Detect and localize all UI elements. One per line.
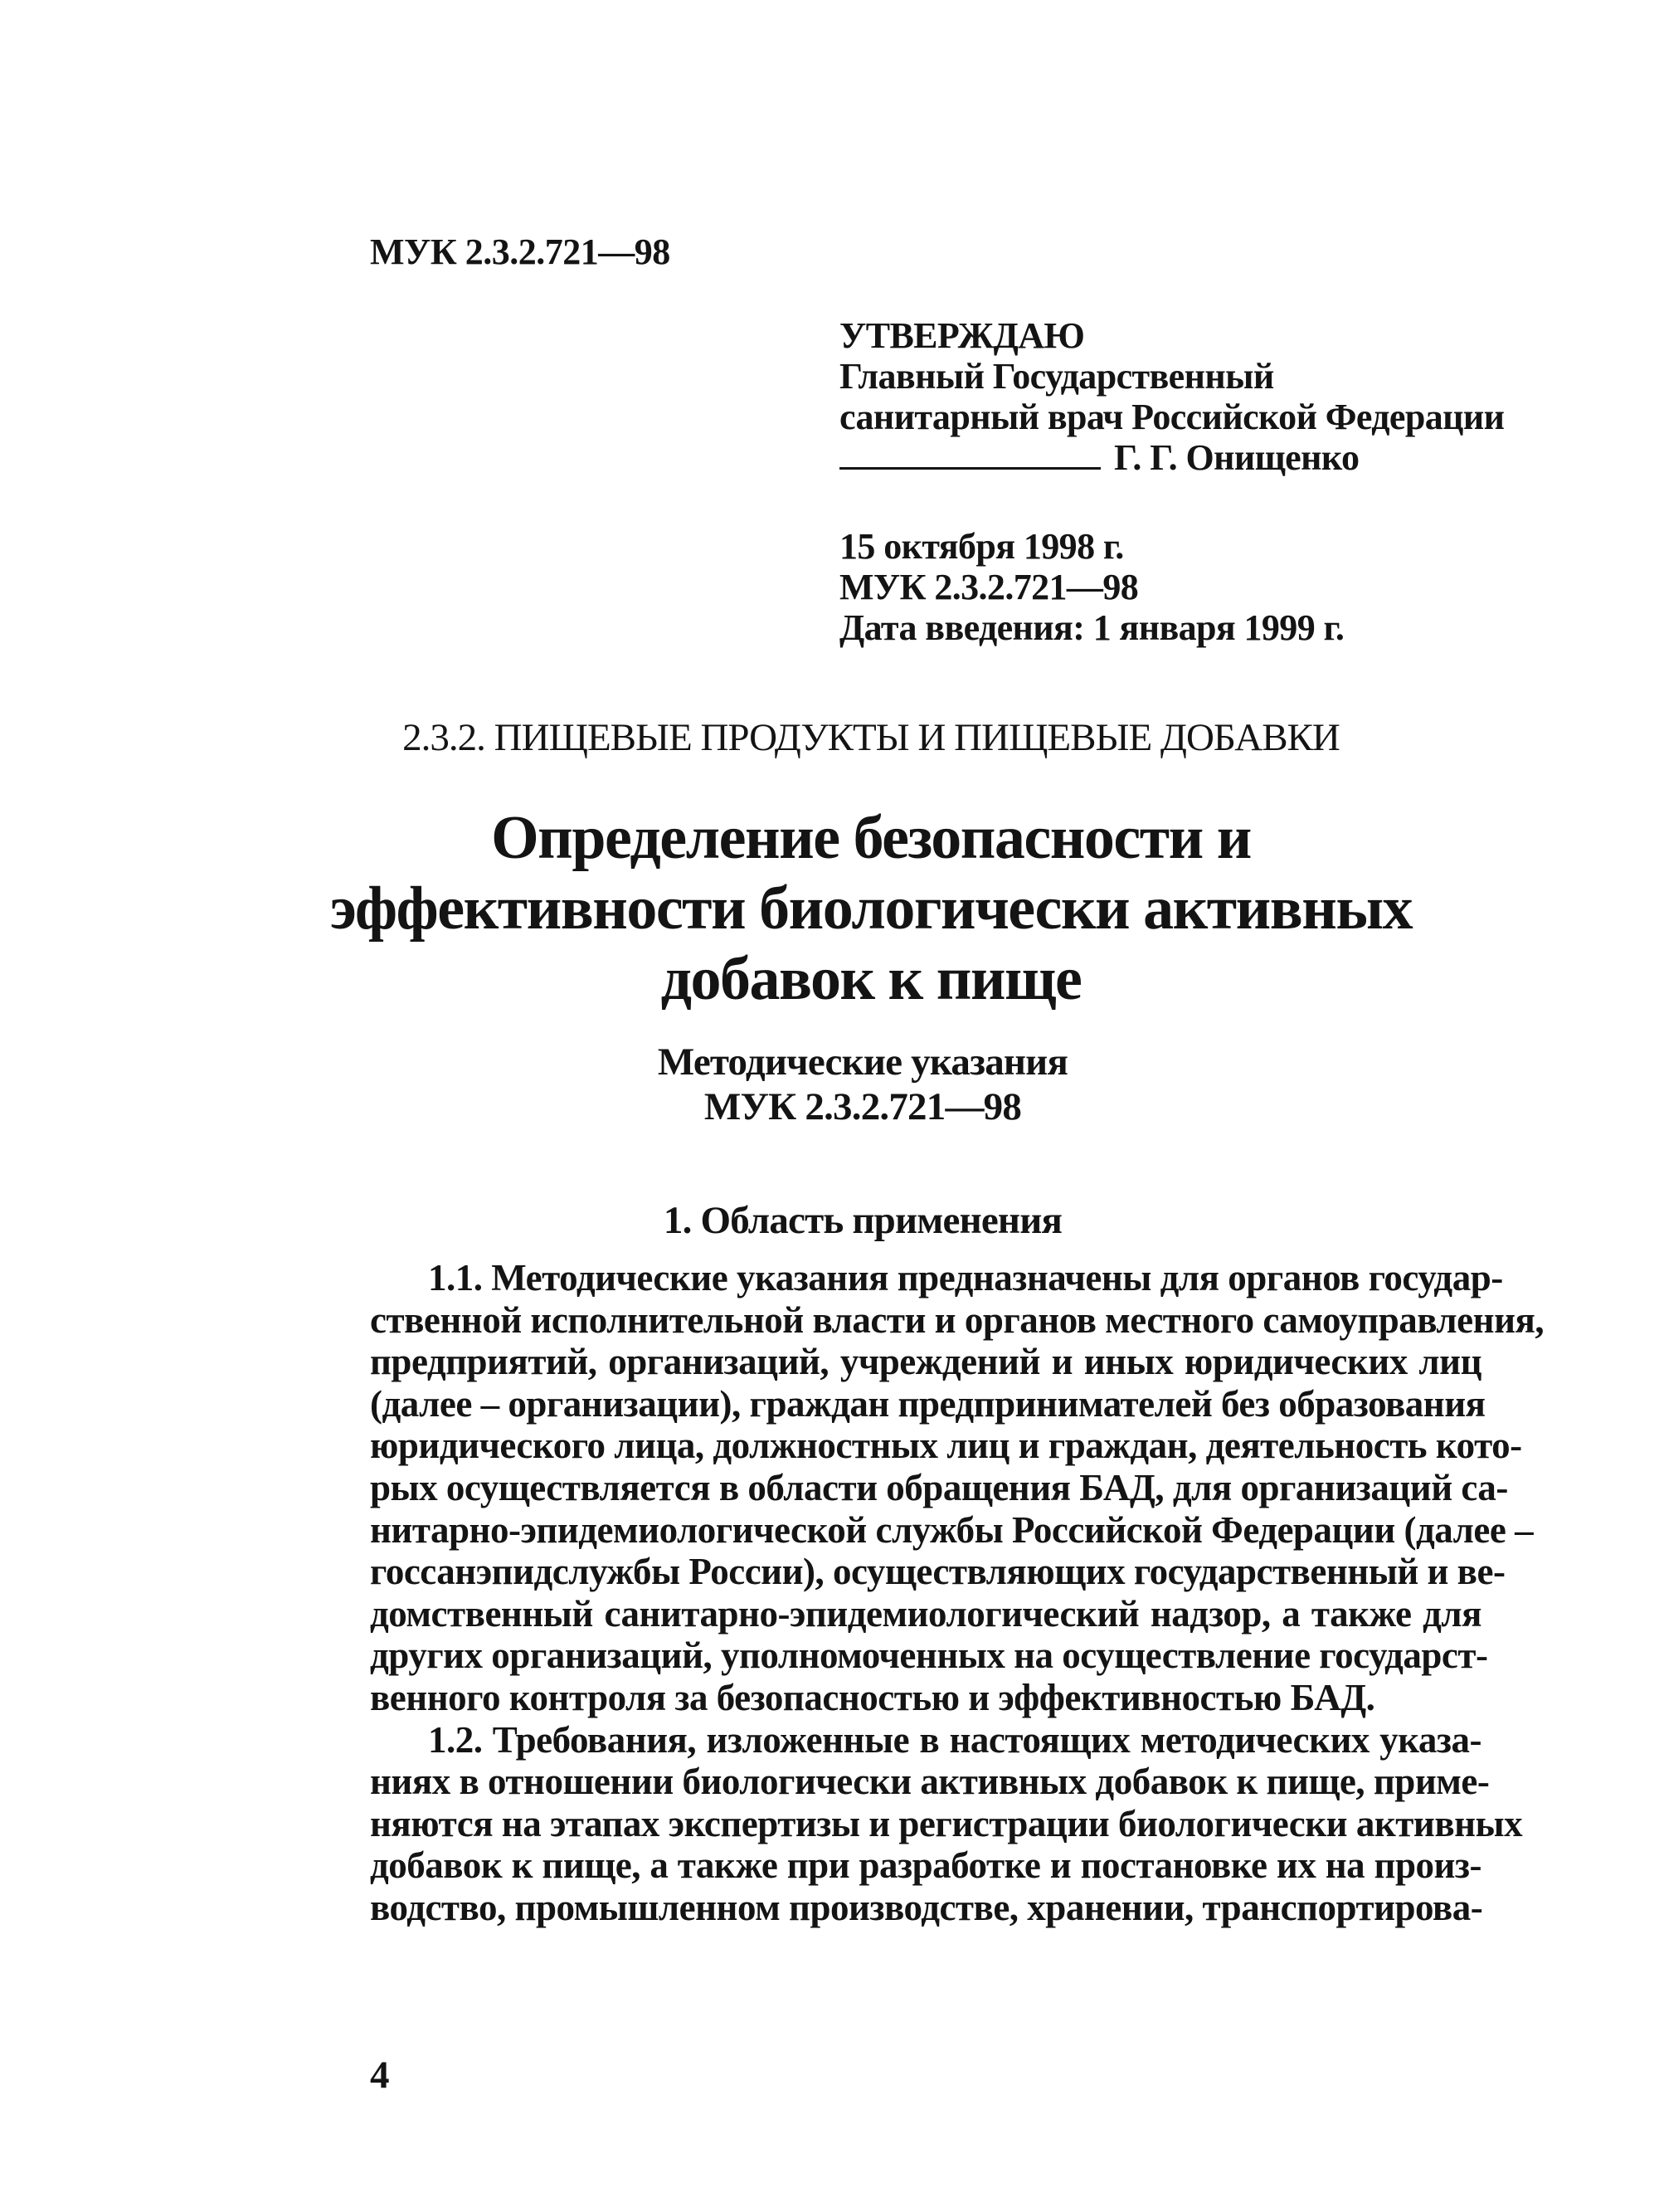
- paragraph-1-1: [370, 1257, 1545, 1719]
- subtitle-line-2: МУК 2.3.2.721—98: [703, 1085, 1022, 1128]
- text-line: 1.2. Требования, изложенные в настоящих методических указа-: [428, 1718, 1481, 1761]
- title-line-1: Определение безопасности и: [491, 804, 1251, 872]
- approval-date: 15 октября 1998 г.: [839, 526, 1124, 567]
- section-heading: 2.3.2. ПИЩЕВЫЕ ПРОДУКТЫ И ПИЩЕВЫЕ ДОБАВКИ: [402, 716, 1340, 759]
- text-line: водство, промышленном производстве, хранении, транспортирова-: [370, 1886, 1483, 1928]
- text-line: домственный санитарно-эпидемиологический надзор, а также для: [370, 1592, 1481, 1635]
- text-line: добавок к пище, а также при разработке и постановке их на произ-: [370, 1844, 1481, 1887]
- text-line: юридического лица, должностных лиц и граждан, деятельность кото-: [370, 1425, 1522, 1467]
- page-number: 4: [370, 2054, 390, 2097]
- title-line-2: эффективности биологически активных: [329, 875, 1413, 943]
- text-line: рых осуществляется в области обращения БАД, для организаций са-: [370, 1466, 1508, 1508]
- signature-row: [839, 437, 1503, 478]
- text-line: других организаций, уполномоченных на осуществление государст-: [370, 1635, 1488, 1677]
- signature-line: [839, 439, 1101, 470]
- text-line: венного контроля за безопасностью и эффективностью БАД.: [370, 1676, 1375, 1718]
- clause-heading: 1. Область применения: [663, 1199, 1063, 1242]
- document-subtitle: [0, 1040, 1659, 1129]
- signatory-name: Г. Г. Онищенко: [1114, 437, 1360, 478]
- approval-heading: УТВЕРЖДАЮ: [839, 315, 1085, 356]
- text-line: ственной исполнительной власти и органов местного самоуправления,: [370, 1298, 1545, 1341]
- title-line-3: добавок к пище: [660, 945, 1082, 1013]
- text-line: 1.1. Методические указания предназначены для органов государ-: [428, 1257, 1503, 1298]
- paragraph-1-2: [370, 1718, 1523, 1929]
- document-code: МУК 2.3.2.721—98: [370, 231, 670, 272]
- body-text: [370, 1257, 1545, 1929]
- approval-block: [839, 315, 1503, 648]
- text-line: предприятий, организаций, учреждений и иных юридических лиц: [370, 1341, 1481, 1383]
- text-line: ниях в отношении биологически активных добавок к пище, приме-: [370, 1761, 1490, 1803]
- text-line: (далее – организации), граждан предпринимателей без образования: [370, 1382, 1486, 1425]
- text-line: госсанэпидслужбы России), осуществляющих государственный и ве-: [370, 1551, 1506, 1593]
- document-title: [0, 803, 1659, 1015]
- text-line: няются на этапах экспертизы и регистрации биологически активных: [370, 1802, 1523, 1844]
- approval-doc-code: МУК 2.3.2.721—98: [839, 567, 1139, 607]
- approver-position-line-2: санитарный врач Российской Федерации: [839, 397, 1505, 437]
- effective-date: Дата введения: 1 января 1999 г.: [839, 607, 1345, 648]
- text-line: нитарно-эпидемиологической службы Российской Федерации (далее –: [370, 1508, 1534, 1551]
- subtitle-line-1: Методические указания: [657, 1040, 1068, 1084]
- approver-position-line-1: Главный Государственный: [839, 356, 1274, 397]
